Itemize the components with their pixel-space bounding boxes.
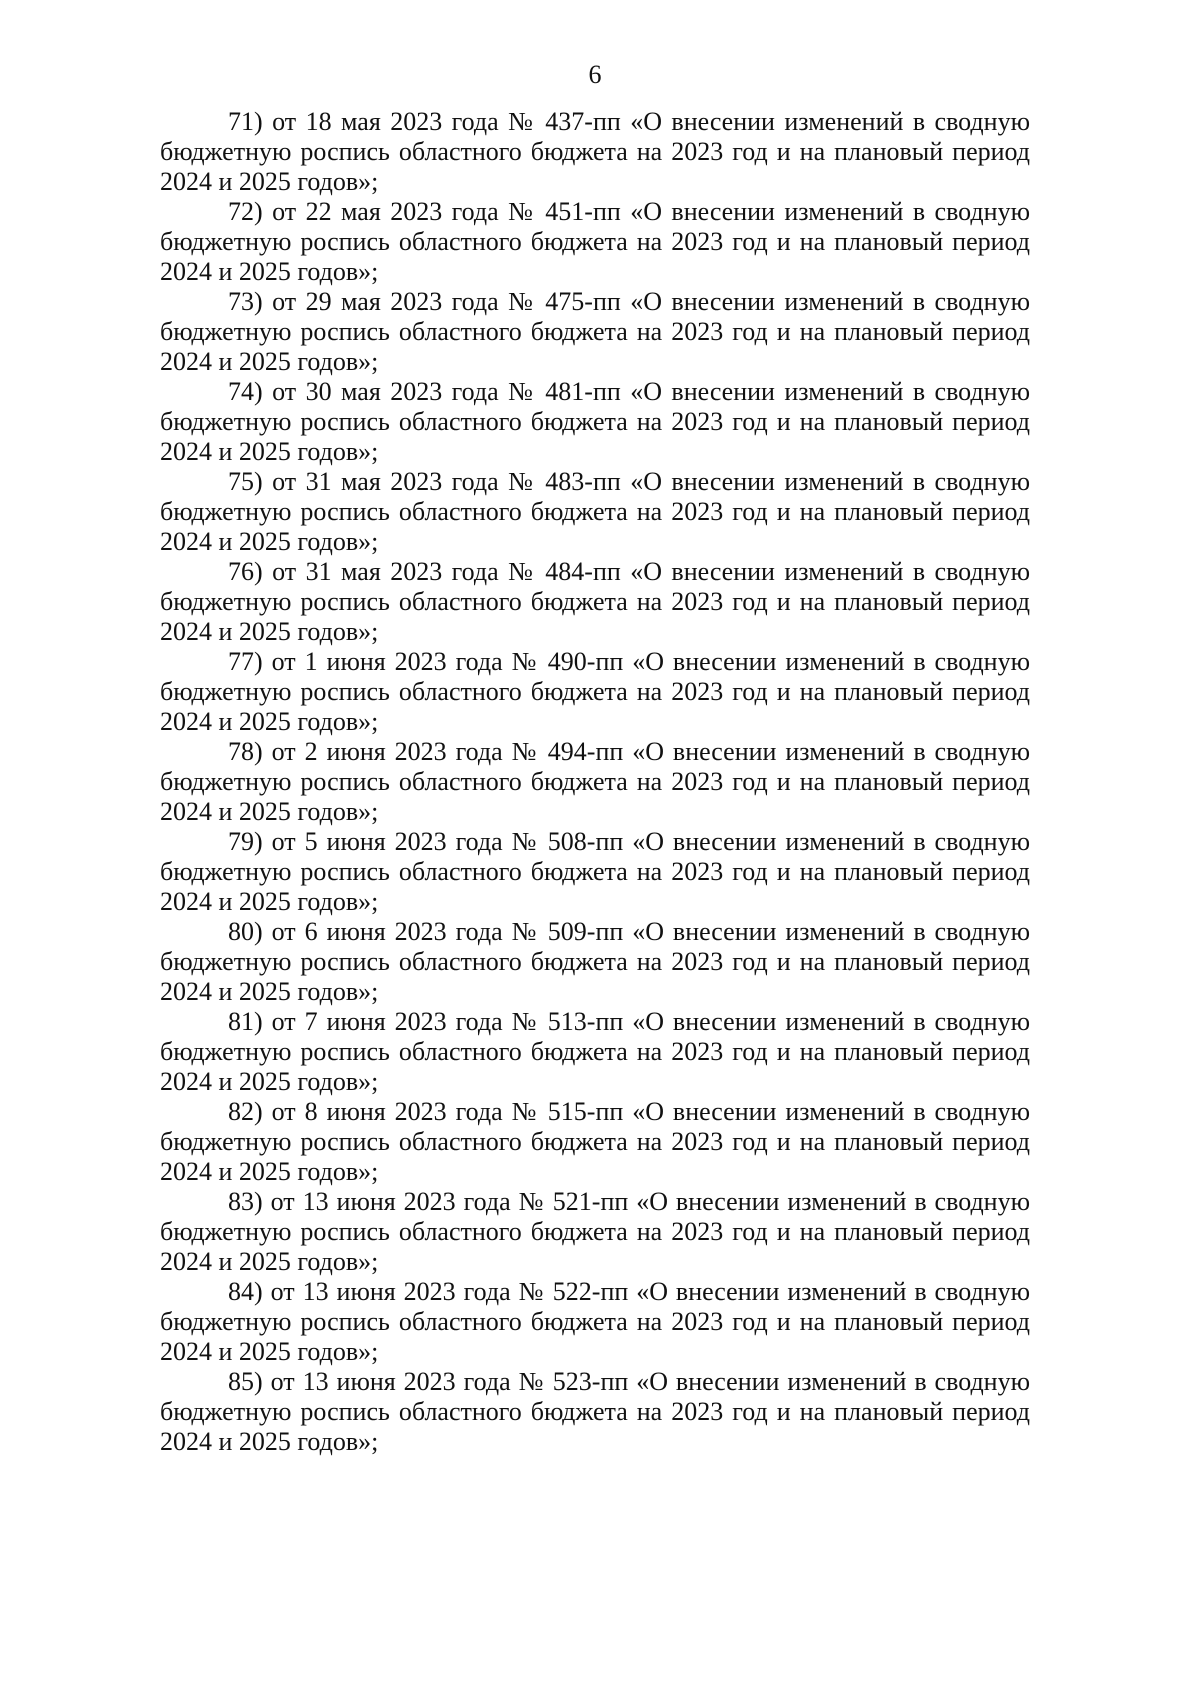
item-text: от 22 мая 2023 года № 451-пп «О внесении изменений в сводную: [272, 197, 1030, 226]
item-line-2: бюджетную роспись областного бюджета на 2023 год и на плановый период: [160, 767, 1030, 796]
item-line-3: 2024 и 2025 годов»;: [160, 977, 379, 1006]
item-line-3: 2024 и 2025 годов»;: [160, 167, 379, 196]
list-item: [160, 827, 1030, 917]
item-text: от 8 июня 2023 года № 515-пп «О внесении изменений в сводную: [271, 1097, 1030, 1126]
item-line-2: бюджетную роспись областного бюджета на 2023 год и на плановый период: [160, 587, 1030, 616]
item-line-3: 2024 и 2025 годов»;: [160, 347, 379, 376]
item-line-1: [160, 107, 1030, 137]
list-item: [160, 1097, 1030, 1187]
item-text: от 13 июня 2023 года № 523-пп «О внесении изменений в сводную: [270, 1367, 1030, 1396]
item-line-2: бюджетную роспись областного бюджета на 2023 год и на плановый период: [160, 1127, 1030, 1156]
item-line-2: бюджетную роспись областного бюджета на 2023 год и на плановый период: [160, 317, 1030, 346]
item-line-2: бюджетную роспись областного бюджета на 2023 год и на плановый период: [160, 407, 1030, 436]
list-item: [160, 107, 1030, 197]
item-line-1: [160, 467, 1030, 497]
item-text: от 13 июня 2023 года № 522-пп «О внесении изменений в сводную: [270, 1277, 1030, 1306]
item-text: от 5 июня 2023 года № 508-пп «О внесении изменений в сводную: [271, 827, 1030, 856]
item-number: 79): [228, 827, 263, 856]
item-line-3: 2024 и 2025 годов»;: [160, 257, 379, 286]
list-item: [160, 287, 1030, 377]
item-number: 71): [228, 107, 263, 136]
item-line-2: бюджетную роспись областного бюджета на 2023 год и на плановый период: [160, 857, 1030, 886]
list-item: [160, 557, 1030, 647]
item-line-2: бюджетную роспись областного бюджета на 2023 год и на плановый период: [160, 677, 1030, 706]
item-line-2: бюджетную роспись областного бюджета на 2023 год и на плановый период: [160, 497, 1030, 526]
document-list: [160, 107, 1030, 1457]
item-line-2: бюджетную роспись областного бюджета на 2023 год и на плановый период: [160, 1217, 1030, 1246]
item-number: 81): [228, 1007, 263, 1036]
item-line-2: бюджетную роспись областного бюджета на 2023 год и на плановый период: [160, 1307, 1030, 1336]
item-number: 75): [228, 467, 263, 496]
item-text: от 18 мая 2023 года № 437-пп «О внесении изменений в сводную: [272, 107, 1030, 136]
item-line-3: 2024 и 2025 годов»;: [160, 1247, 379, 1276]
list-item: [160, 377, 1030, 467]
item-line-3: 2024 и 2025 годов»;: [160, 1427, 379, 1456]
item-text: от 31 мая 2023 года № 484-пп «О внесении изменений в сводную: [272, 557, 1030, 586]
list-item: [160, 917, 1030, 1007]
item-number: 73): [228, 287, 263, 316]
item-text: от 6 июня 2023 года № 509-пп «О внесении изменений в сводную: [271, 917, 1030, 946]
item-line-3: 2024 и 2025 годов»;: [160, 617, 379, 646]
item-line-1: [160, 557, 1030, 587]
item-line-2: бюджетную роспись областного бюджета на 2023 год и на плановый период: [160, 947, 1030, 976]
list-item: [160, 197, 1030, 287]
item-line-1: [160, 917, 1030, 947]
item-number: 82): [228, 1097, 263, 1126]
item-line-3: 2024 и 2025 годов»;: [160, 707, 379, 736]
item-number: 74): [228, 377, 263, 406]
item-number: 84): [228, 1277, 263, 1306]
item-text: от 7 июня 2023 года № 513-пп «О внесении изменений в сводную: [271, 1007, 1030, 1036]
list-item: [160, 647, 1030, 737]
list-item: [160, 1007, 1030, 1097]
item-line-1: [160, 1007, 1030, 1037]
item-number: 78): [228, 737, 263, 766]
item-line-3: 2024 и 2025 годов»;: [160, 527, 379, 556]
item-line-3: 2024 и 2025 годов»;: [160, 887, 379, 916]
item-text: от 31 мая 2023 года № 483-пп «О внесении изменений в сводную: [272, 467, 1030, 496]
item-line-2: бюджетную роспись областного бюджета на 2023 год и на плановый период: [160, 1397, 1030, 1426]
item-line-3: 2024 и 2025 годов»;: [160, 1067, 379, 1096]
list-item: [160, 1367, 1030, 1457]
item-line-3: 2024 и 2025 годов»;: [160, 437, 379, 466]
item-line-1: [160, 377, 1030, 407]
item-number: 80): [228, 917, 263, 946]
list-item: [160, 1187, 1030, 1277]
item-line-2: бюджетную роспись областного бюджета на 2023 год и на плановый период: [160, 227, 1030, 256]
item-text: от 29 мая 2023 года № 475-пп «О внесении изменений в сводную: [272, 287, 1030, 316]
item-line-1: [160, 737, 1030, 767]
item-line-2: бюджетную роспись областного бюджета на 2023 год и на плановый период: [160, 1037, 1030, 1066]
item-line-3: 2024 и 2025 годов»;: [160, 797, 379, 826]
item-text: от 1 июня 2023 года № 490-пп «О внесении изменений в сводную: [271, 647, 1030, 676]
list-item: [160, 1277, 1030, 1367]
item-line-1: [160, 1187, 1030, 1217]
item-line-1: [160, 647, 1030, 677]
item-number: 85): [228, 1367, 263, 1396]
item-number: 83): [228, 1187, 263, 1216]
item-line-1: [160, 287, 1030, 317]
item-number: 72): [228, 197, 263, 226]
list-item: [160, 737, 1030, 827]
item-line-3: 2024 и 2025 годов»;: [160, 1157, 379, 1186]
item-line-1: [160, 827, 1030, 857]
item-line-1: [160, 197, 1030, 227]
item-number: 77): [228, 647, 263, 676]
item-text: от 30 мая 2023 года № 481-пп «О внесении изменений в сводную: [272, 377, 1030, 406]
item-line-3: 2024 и 2025 годов»;: [160, 1337, 379, 1366]
page-number: 6: [588, 60, 602, 89]
item-line-1: [160, 1367, 1030, 1397]
list-item: [160, 467, 1030, 557]
item-line-1: [160, 1097, 1030, 1127]
item-text: от 13 июня 2023 года № 521-пп «О внесении изменений в сводную: [270, 1187, 1030, 1216]
item-text: от 2 июня 2023 года № 494-пп «О внесении изменений в сводную: [271, 737, 1030, 766]
item-number: 76): [228, 557, 263, 586]
item-line-1: [160, 1277, 1030, 1307]
item-line-2: бюджетную роспись областного бюджета на 2023 год и на плановый период: [160, 137, 1030, 166]
